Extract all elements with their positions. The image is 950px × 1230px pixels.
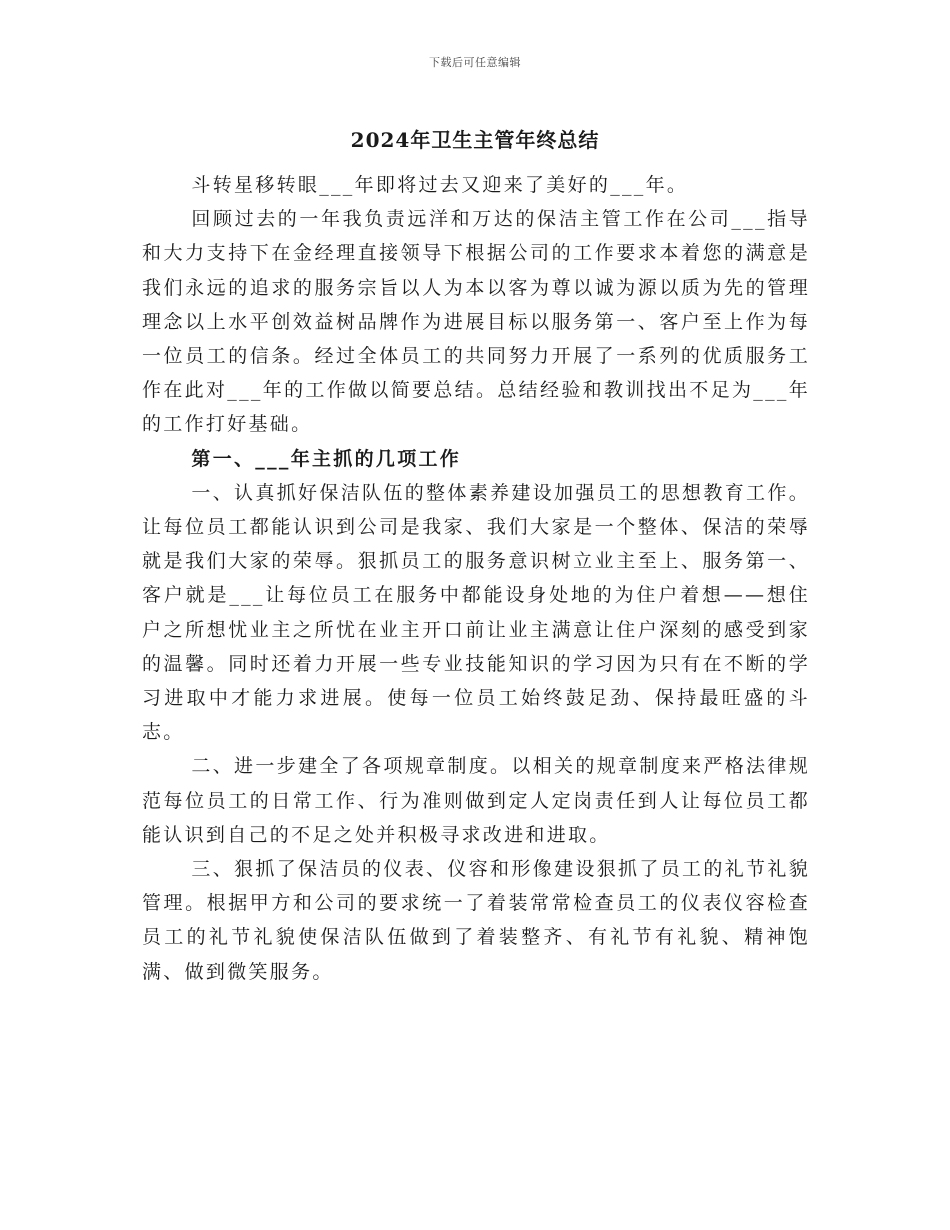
paragraph-opening: 斗转星移转眼___年即将过去又迎来了美好的___年。	[191, 174, 689, 196]
document-body	[142, 168, 810, 989]
paragraph-item-1: 一、认真抓好保洁队伍的整体素养建设加强员工的思想教育工作。让每位员工都能认识到公司是我家、我们大家是一个整体、保洁的荣辱就是我们大家的荣辱。狠抓员工的服务意识树立业主至上、服务第一、客户就是___让每位员工在服务中都能设身处地的为住户着想——想住户之所想忧业主之所忧在业主开口前让业主满意让住户深刻的感受到家的温馨。同时还着力开展一些专业技能知识的学习因为只有在不断的学习进取中才能力求进展。使每一位员工始终鼓足劲、保持最旺盛的斗志。	[142, 481, 810, 744]
paragraph-item-2: 二、进一步建全了各项规章制度。以相关的规章制度来严格法律规范每位员工的日常工作、行为准则做到定人定岗责任到人让每位员工都能认识到自己的不足之处并积极寻求改进和进取。	[142, 755, 810, 846]
section-heading: 第一、___年主抓的几项工作	[191, 447, 462, 470]
document-title: 2024年卫生主管年终总结	[350, 128, 600, 152]
header-note: 下载后可任意编辑	[429, 56, 521, 69]
paragraph-review: 回顾过去的一年我负责远洋和万达的保洁主管工作在公司___指导和大力支持下在金经理直接领导下根据公司的工作要求本着您的满意是我们永远的追求的服务宗旨以人为本以客为尊以诚为源以质为先的管理理念以上水平创效益树品牌作为进展目标以服务第一、客户至上作为每一位员工的信条。经过全体员工的共同努力开展了一系列的优质服务工作在此对___年的工作做以简要总结。总结经验和教训找出不足为___年的工作打好基础。	[142, 208, 810, 436]
paragraph-item-3: 三、狠抓了保洁员的仪表、仪容和形像建设狠抓了员工的礼节礼貌管理。根据甲方和公司的要求统一了着装常常检查员工的仪表仪容检查员工的礼节礼貌使保洁队伍做到了着装整齐、有礼节有礼貌、精神饱满、做到微笑服务。	[142, 858, 810, 983]
